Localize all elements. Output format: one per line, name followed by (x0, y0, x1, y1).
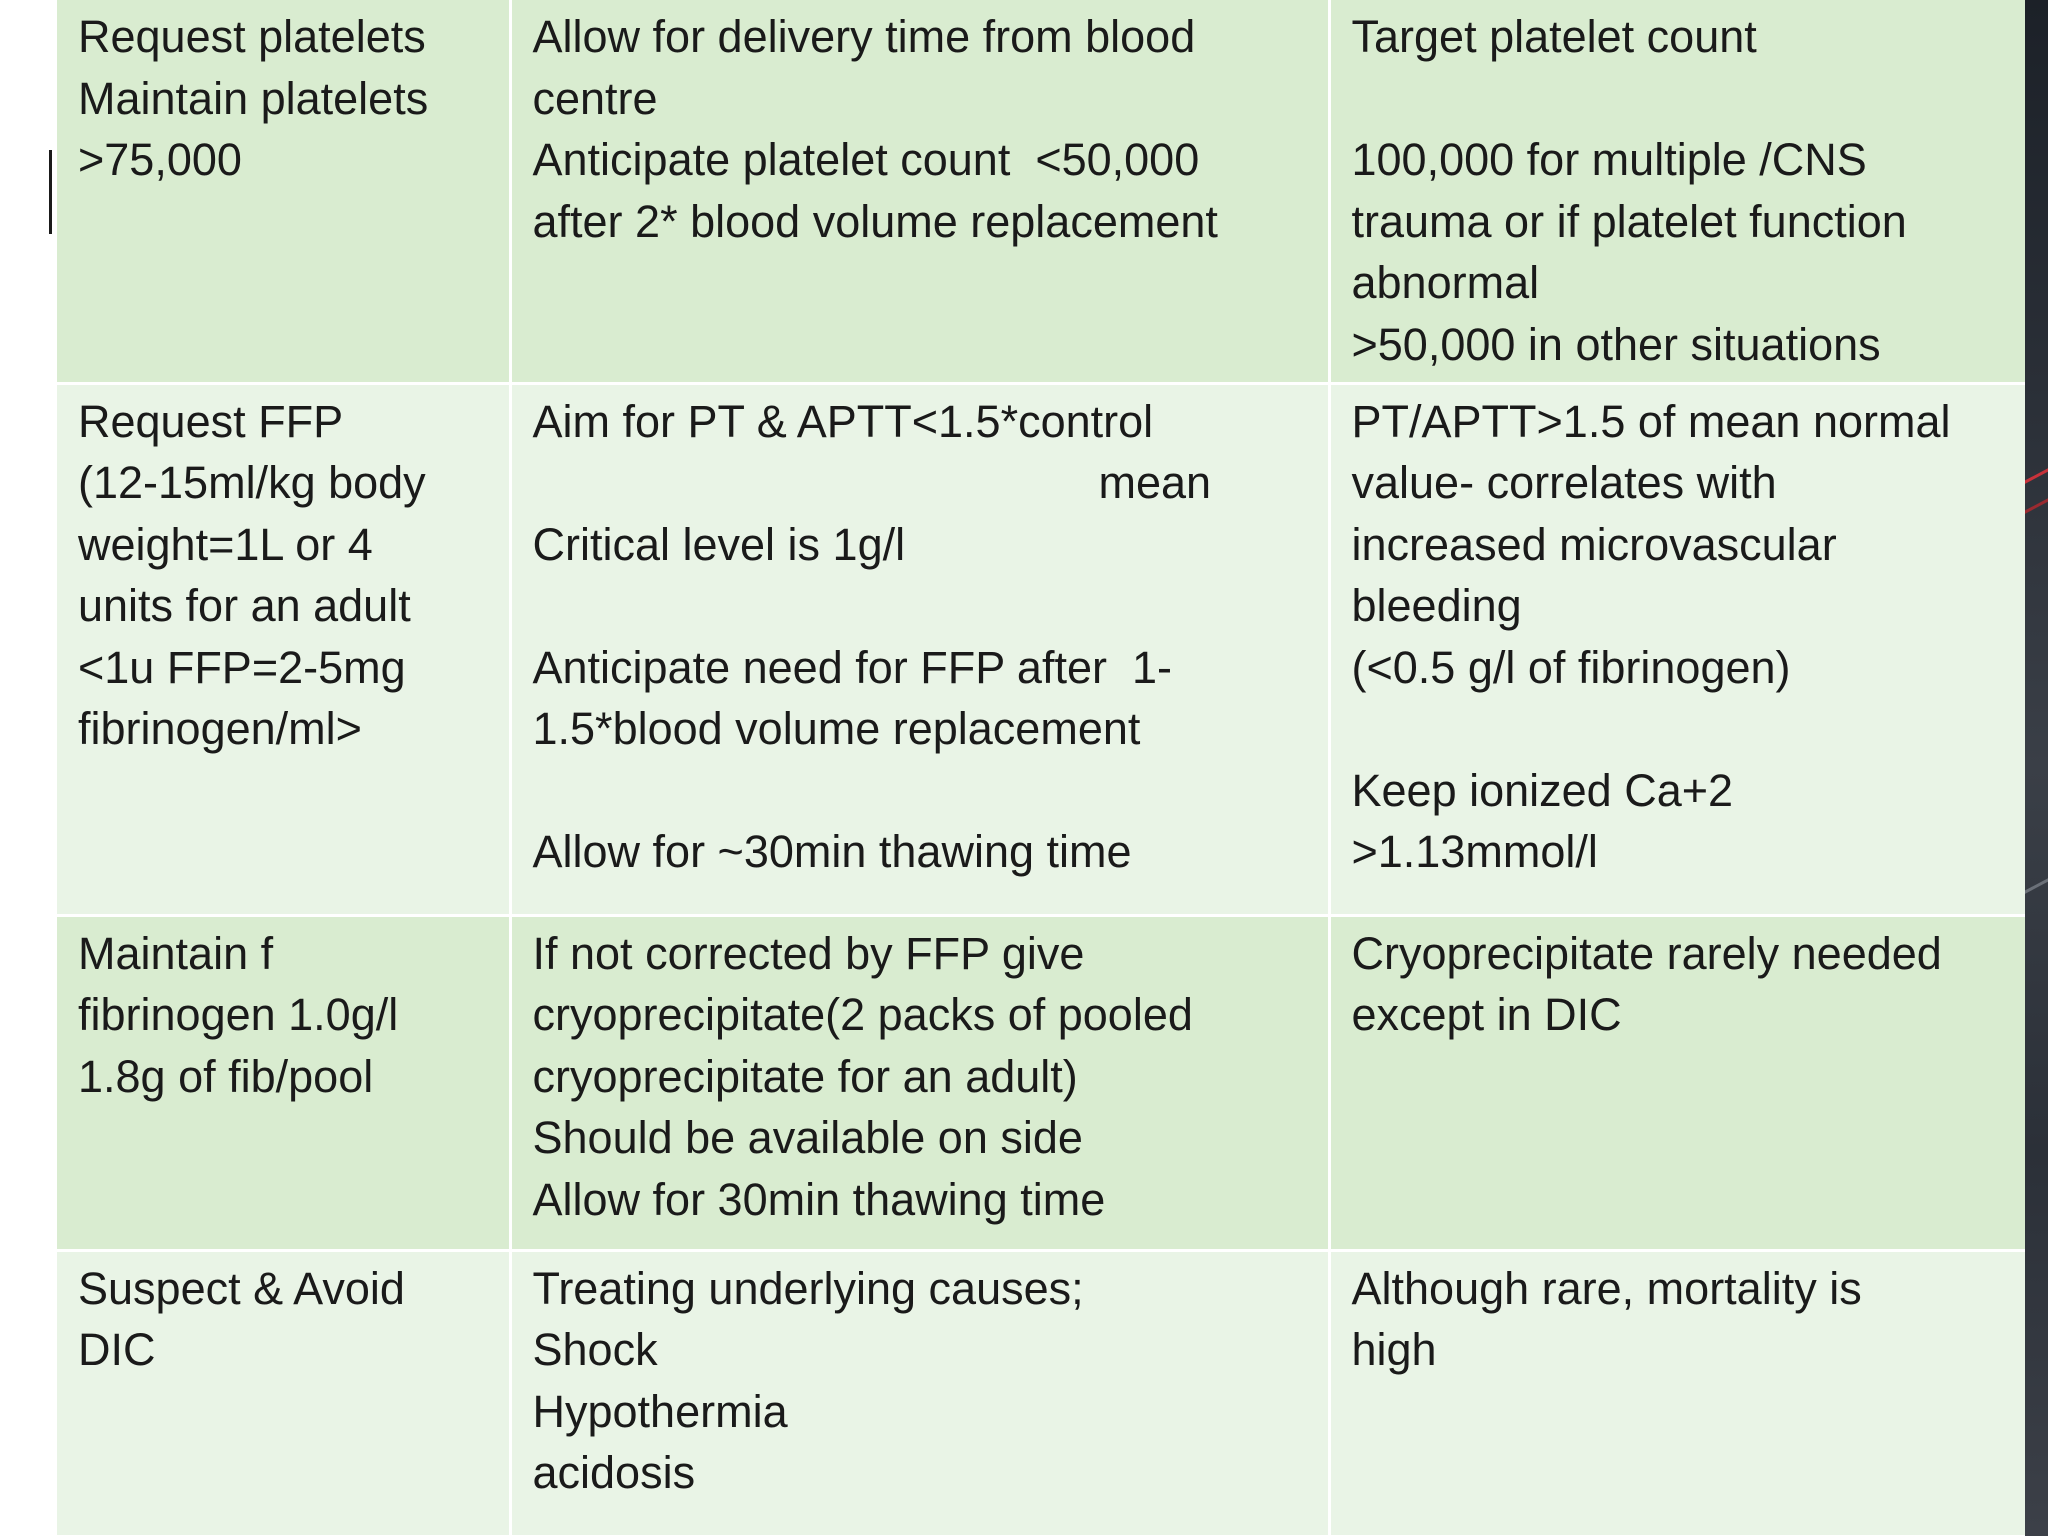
action-line: Allow for 30min thawing time (532, 1173, 1106, 1225)
table-row-fibrinogen (57, 915, 2025, 1250)
action-line: centre (532, 72, 658, 124)
action-line: Shock (532, 1324, 658, 1375)
target-line: Although rare, mortality is (1351, 1262, 1862, 1314)
action-line: cryoprecipitate for an adult) (532, 1050, 1078, 1102)
transfusion-table-container (57, 0, 2025, 1536)
component-line: Maintain f (78, 927, 274, 979)
component-cell (57, 1250, 510, 1536)
action-cell (510, 383, 1329, 915)
target-line (1352, 698, 2006, 760)
action-line: Treating underlying causes; (532, 1262, 1084, 1314)
text-cursor (49, 150, 52, 234)
target-line: 100,000 for multiple /CNS (1351, 134, 1867, 185)
component-line: weight=1L or 4 (78, 518, 373, 570)
table-row-dic (57, 1250, 2025, 1536)
component-line: 1.8g of fib/pool (78, 1050, 374, 1102)
action-line: Hypothermia (532, 1385, 788, 1437)
action-cell (510, 0, 1329, 383)
target-line: high (1351, 1324, 1437, 1375)
action-line: Should be available on side (532, 1112, 1083, 1163)
action-line: after 2* blood volume replacement (532, 195, 1218, 247)
component-line: Request platelets (78, 11, 426, 62)
target-cell (1329, 0, 2025, 383)
action-line: acidosis (532, 1447, 696, 1498)
target-line: bleeding (1351, 580, 1522, 631)
component-line: (12-15ml/kg body (78, 457, 426, 508)
component-line: DIC (78, 1324, 156, 1375)
action-line: Anticipate need for FFP after 1- (532, 641, 1172, 693)
action-line: Anticipate platelet count <50,000 (532, 134, 1200, 185)
target-line: increased microvascular (1351, 518, 1837, 570)
target-line (1352, 68, 2006, 130)
component-cell (57, 0, 510, 383)
action-line: Critical level is 1g/l (532, 518, 906, 570)
action-line: cryoprecipitate(2 packs of pooled (532, 989, 1193, 1040)
component-cell (57, 383, 510, 915)
target-cell (1329, 915, 2025, 1250)
slide-background-edge (2025, 0, 2048, 1536)
action-line: mean (1098, 457, 1212, 508)
table-row-ffp (57, 383, 2025, 915)
transfusion-guidelines-table (57, 0, 2025, 1538)
target-line: trauma or if platelet function (1351, 195, 1907, 247)
target-line: abnormal (1351, 257, 1540, 308)
action-line (533, 575, 1308, 637)
target-line: Target platelet count (1351, 11, 1757, 62)
target-cell (1329, 383, 2025, 915)
target-cell (1329, 1250, 2025, 1536)
action-line: Allow for delivery time from blood (532, 11, 1196, 62)
table-row-platelets (57, 0, 2025, 383)
target-line: value- correlates with (1351, 457, 1777, 508)
target-line: >50,000 in other situations (1351, 318, 1881, 370)
target-line: Keep ionized Ca+2 (1351, 764, 1734, 816)
action-line: If not corrected by FFP give (532, 927, 1085, 979)
component-line: Maintain platelets (78, 72, 429, 124)
target-line: Cryoprecipitate rarely needed (1351, 927, 1942, 979)
component-cell (57, 915, 510, 1250)
component-line: Suspect & Avoid (78, 1262, 405, 1314)
target-line: (<0.5 g/l of fibrinogen) (1351, 641, 1791, 693)
component-line: <1u FFP=2-5mg (78, 641, 406, 693)
action-line: Aim for PT & APTT<1.5*control (532, 395, 1154, 447)
action-line (533, 760, 1308, 822)
action-line: 1.5*blood volume replacement (532, 703, 1141, 754)
component-line: >75,000 (78, 134, 242, 185)
target-line: except in DIC (1351, 989, 1622, 1040)
component-line: units for an adult (78, 580, 411, 631)
action-cell (510, 915, 1329, 1250)
component-line: fibrinogen/ml> (78, 703, 362, 754)
target-line: >1.13mmol/l (1351, 826, 1598, 877)
target-line: PT/APTT>1.5 of mean normal (1351, 395, 1951, 447)
component-line: Request FFP (78, 395, 344, 447)
component-line: fibrinogen 1.0g/l (78, 989, 399, 1040)
action-cell (510, 1250, 1329, 1536)
action-line: Allow for ~30min thawing time (532, 826, 1132, 877)
